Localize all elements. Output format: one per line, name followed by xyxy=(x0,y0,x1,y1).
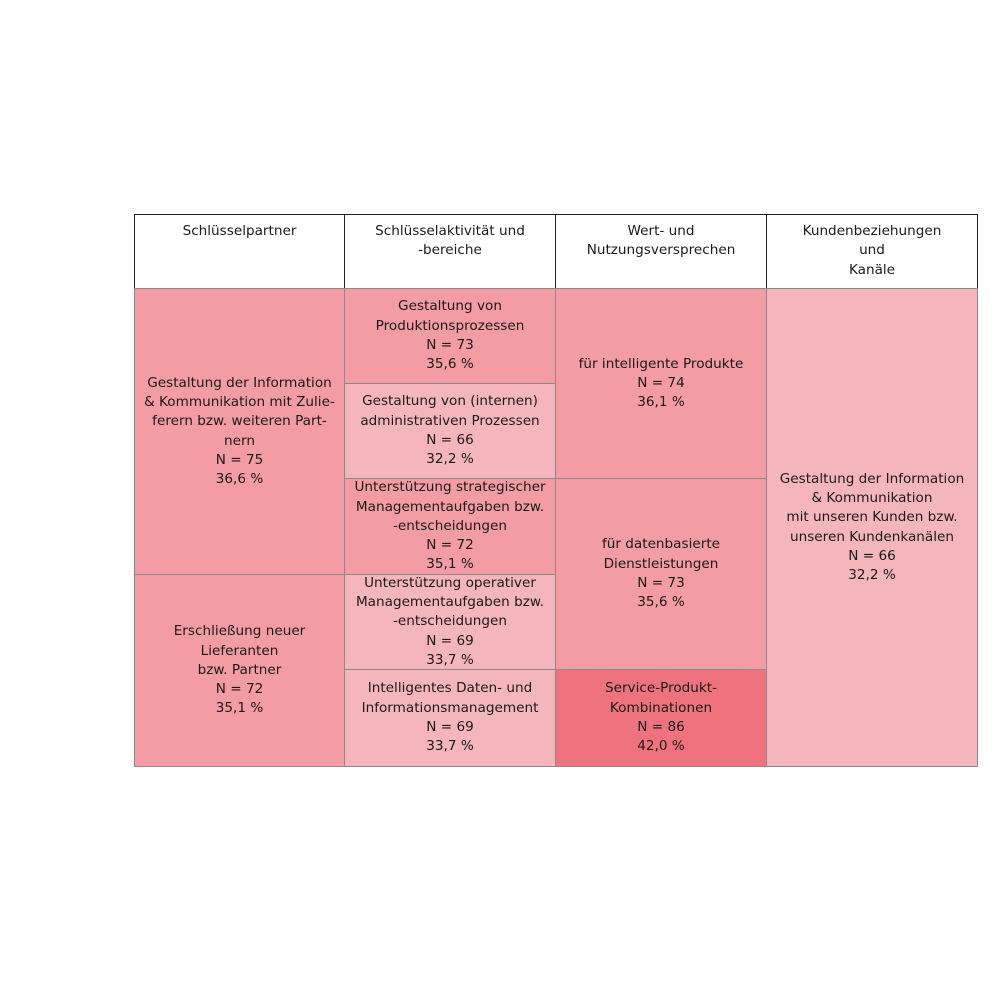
cell-line: & Kommunikation xyxy=(811,489,933,506)
cell-percent: 35,6 % xyxy=(426,356,474,373)
header-schluesselaktivitaet xyxy=(344,214,556,289)
cell-percent: 35,1 % xyxy=(426,556,474,573)
cell-line: Lieferanten xyxy=(200,642,279,659)
cell-n-value: N = 66 xyxy=(426,432,474,448)
business-model-grid xyxy=(134,214,978,767)
cell-line: nern xyxy=(224,432,255,449)
header-line: Wert- und xyxy=(627,223,695,239)
cell-n-value: N = 86 xyxy=(637,719,685,735)
header-line: Schlüsselpartner xyxy=(182,223,297,239)
cell-line: mit unseren Kunden bzw. xyxy=(786,509,958,526)
header-line: Nutzungsversprechen xyxy=(586,242,736,259)
cell-wert-service-produkt xyxy=(555,669,767,767)
cell-line: Erschließung neuer xyxy=(173,623,306,640)
cell-percent: 33,7 % xyxy=(426,738,474,755)
cell-n-value: N = 69 xyxy=(426,632,474,649)
cell-percent: 32,2 % xyxy=(848,567,896,584)
cell-aktivitaet-strategisch xyxy=(344,478,556,575)
header-kundenbeziehungen xyxy=(766,214,978,289)
cell-partner-lieferanten xyxy=(134,574,345,767)
cell-n-value: N = 74 xyxy=(637,374,685,391)
cell-aktivitaet-admin xyxy=(344,383,556,479)
cell-line: Gestaltung der Information xyxy=(779,470,965,487)
cell-n-value: N = 69 xyxy=(426,719,474,735)
cell-line: ferern bzw. weiteren Part- xyxy=(152,413,327,430)
header-line: Kanäle xyxy=(848,261,896,278)
cell-line: Unterstützung strategischer xyxy=(354,479,546,496)
cell-percent: 42,0 % xyxy=(637,738,685,755)
cell-line: & Kommunikation mit Zulie- xyxy=(144,393,335,410)
cell-line: Gestaltung von xyxy=(398,298,502,315)
cell-percent: 32,2 % xyxy=(426,451,474,468)
cell-percent: 35,6 % xyxy=(637,594,685,611)
header-schluesselpartner xyxy=(134,214,345,289)
cell-n-value: N = 73 xyxy=(426,337,474,353)
cell-line: -entscheidungen xyxy=(392,517,507,534)
cell-line: Intelligentes Daten- und xyxy=(367,680,533,697)
cell-line: Gestaltung von (internen) xyxy=(362,393,538,410)
header-line: Schlüsselaktivität und xyxy=(375,223,525,239)
header-line: Kundenbeziehungen xyxy=(802,223,942,239)
cell-line: unseren Kundenkanälen xyxy=(789,528,954,545)
header-line: und xyxy=(859,242,885,259)
cell-line: Informationsmanagement xyxy=(361,699,539,716)
header-wertversprechen xyxy=(555,214,767,289)
cell-line: Managementaufgaben bzw. xyxy=(355,498,545,515)
cell-line: -entscheidungen xyxy=(393,613,507,630)
cell-n-value: N = 72 xyxy=(215,681,264,698)
cell-partner-information xyxy=(134,288,345,575)
cell-line: Gestaltung der Information xyxy=(147,374,332,391)
cell-line: Managementaufgaben bzw. xyxy=(355,594,545,611)
cell-line: Service-Produkt- xyxy=(604,680,718,697)
cell-aktivitaet-daten xyxy=(344,669,556,767)
header-line: -bereiche xyxy=(418,242,482,259)
cell-line: administrativen Prozessen xyxy=(360,412,540,429)
cell-n-value: N = 75 xyxy=(215,451,264,468)
cell-line: Produktionsprozessen xyxy=(375,317,525,334)
cell-line: bzw. Partner xyxy=(197,661,282,678)
cell-percent: 36,1 % xyxy=(637,394,685,411)
cell-aktivitaet-produktion xyxy=(344,288,556,384)
cell-percent: 33,7 % xyxy=(426,651,474,668)
cell-line: Dienstleistungen xyxy=(603,555,719,572)
cell-aktivitaet-operativ xyxy=(344,574,556,670)
cell-line: Kombinationen xyxy=(609,699,713,716)
cell-n-value: N = 72 xyxy=(426,537,474,554)
cell-percent: 36,6 % xyxy=(215,471,264,488)
cell-n-value: N = 66 xyxy=(848,547,896,564)
cell-n-value: N = 73 xyxy=(637,575,685,591)
cell-kunden-information xyxy=(766,288,978,767)
cell-percent: 35,1 % xyxy=(215,700,264,717)
cell-line: für intelligente Produkte xyxy=(578,355,744,372)
cell-line: für datenbasierte xyxy=(601,536,721,553)
cell-line: Unterstützung operativer xyxy=(364,574,536,591)
cell-wert-produkte xyxy=(555,288,767,479)
cell-wert-dienstleistungen xyxy=(555,478,767,670)
